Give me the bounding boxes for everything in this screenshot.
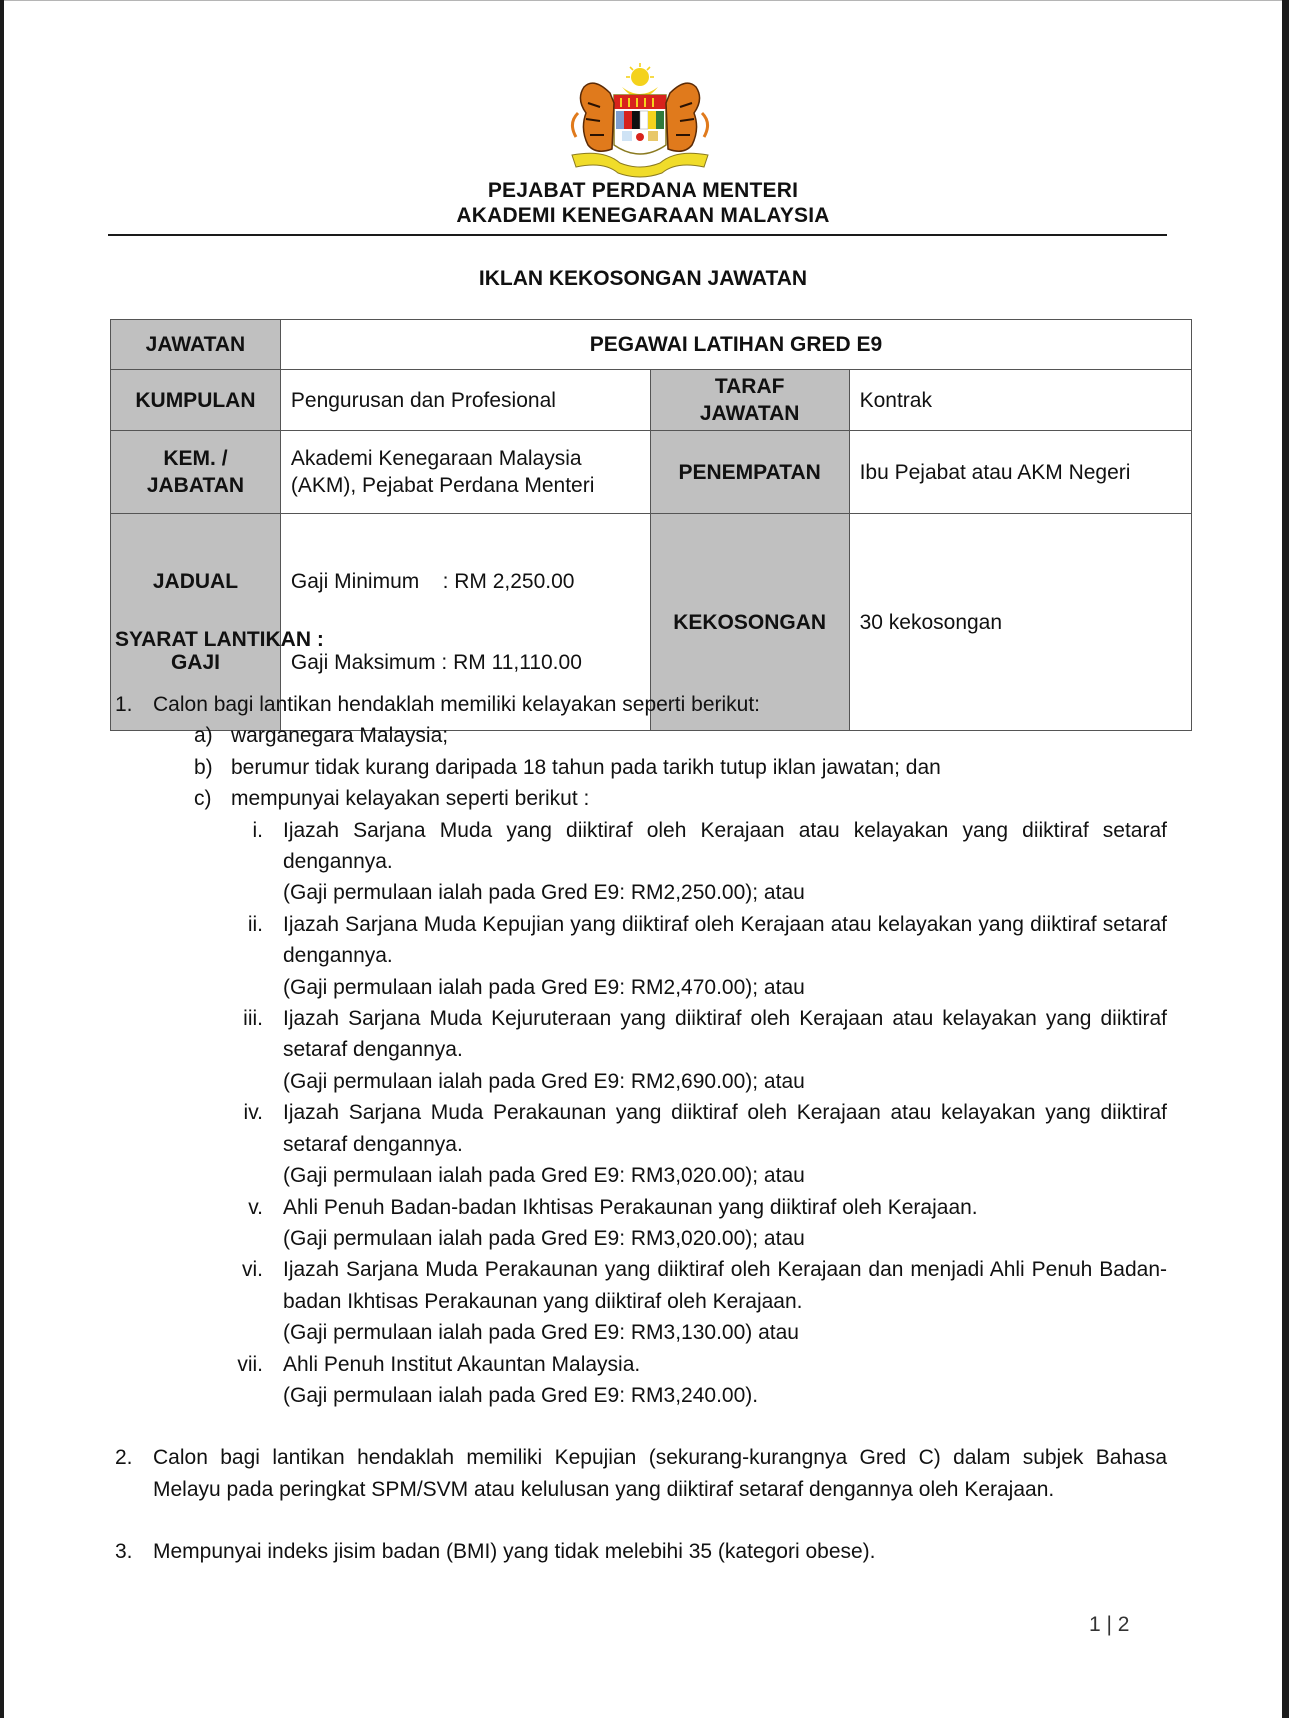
document-page (4, 0, 1282, 1718)
header-office-name: PEJABAT PERDANA MENTERI (487, 179, 799, 202)
value-jawatan: PEGAWAI LATIHAN GRED E9 (280, 320, 1191, 370)
qualification-text: Ijazah Sarjana Muda Perakaunan yang diiktiraf oleh Kerajaan dan menjadi Ahli Penuh Badan-badan Ikhtisas Perakaunan yang diiktiraf oleh Kerajaan. (283, 1258, 1167, 1313)
document-title: IKLAN KEKOSONGAN JAWATAN (478, 267, 808, 290)
qualification-mark: iii. (243, 1007, 263, 1031)
sub-item-text: berumur tidak kurang daripada 18 tahun pada tarikh tutup iklan jawatan; dan (231, 755, 941, 779)
sub-item-a (115, 720, 1167, 751)
sub-item-mark: b) (194, 755, 213, 779)
qualification-text: Ijazah Sarjana Muda Perakaunan yang diiktiraf oleh Kerajaan atau kelayakan yang diiktiraf setaraf dengannya. (283, 1101, 1167, 1156)
label-jadual-line1: JADUAL (152, 570, 239, 593)
qualification-text: Ijazah Sarjana Muda Kejuruteraan yang diiktiraf oleh Kerajaan atau kelayakan yang diiktiraf setaraf dengannya. (283, 1007, 1167, 1062)
label-jawatan: JAWATAN (111, 320, 281, 370)
label-penempatan: PENEMPATAN (650, 431, 849, 514)
label-kem-line2: JABATAN (146, 474, 245, 497)
qualification-mark: ii. (247, 912, 263, 936)
label-taraf-jawatan (650, 370, 849, 431)
value-taraf-jawatan: Kontrak (849, 370, 1191, 431)
header-divider (108, 234, 1167, 236)
qualification-vi (115, 1254, 1167, 1348)
value-kem-line2: (AKM), Pejabat Perdana Menteri (290, 474, 595, 497)
spacer (115, 1505, 1167, 1536)
qualification-text: Ahli Penuh Badan-badan Ikhtisas Perakaunan yang diiktiraf oleh Kerajaan. (283, 1195, 978, 1219)
item-number: 3. (115, 1540, 133, 1564)
label-kem-jabatan (111, 431, 281, 514)
salary-maximum: Gaji Maksimum : RM 11,110.00 (290, 651, 582, 674)
qualification-vii (115, 1349, 1167, 1412)
qualification-salary: (Gaji permulaan ialah pada Gred E9: RM3,020.00); atau (283, 1164, 805, 1188)
requirement-item-3 (115, 1536, 1167, 1567)
value-kem-line1: Akademi Kenegaraan Malaysia (290, 447, 582, 470)
label-kumpulan: KUMPULAN (111, 370, 281, 431)
vacancy-info-table (110, 319, 1192, 731)
value-kem-jabatan (280, 431, 650, 514)
row-kumpulan (111, 370, 1192, 431)
qualification-mark: vi. (242, 1258, 263, 1282)
qualification-salary: (Gaji permulaan ialah pada Gred E9: RM2,470.00); atau (283, 975, 805, 999)
qualification-salary: (Gaji permulaan ialah pada Gred E9: RM3,130.00) atau (283, 1321, 799, 1345)
qualification-mark: i. (252, 818, 263, 842)
requirement-item-1 (115, 689, 1167, 720)
qualification-salary: (Gaji permulaan ialah pada Gred E9: RM3,020.00); atau (283, 1226, 805, 1250)
sub-item-b (115, 752, 1167, 783)
section-heading-syarat: SYARAT LANTIKAN : (115, 628, 324, 651)
row-jawatan (111, 320, 1192, 370)
item-text: Calon bagi lantikan hendaklah memiliki kelayakan seperti berikut: (153, 693, 761, 716)
qualification-text: Ijazah Sarjana Muda Kepujian yang diiktiraf oleh Kerajaan atau kelayakan yang diiktiraf setaraf dengannya. (283, 912, 1167, 968)
qualification-mark: v. (248, 1195, 263, 1219)
qualification-v (115, 1192, 1167, 1255)
qualification-i (115, 815, 1167, 909)
sub-item-mark: a) (194, 724, 213, 748)
qualification-salary: (Gaji permulaan ialah pada Gred E9: RM3,240.00). (283, 1383, 759, 1407)
salary-minimum: Gaji Minimum : RM 2,250.00 (290, 570, 575, 593)
qualification-ii (115, 909, 1167, 1003)
qualification-iv (115, 1097, 1167, 1191)
requirements-list (115, 689, 1167, 1568)
item-number: 2. (115, 1446, 133, 1470)
qualification-salary: (Gaji permulaan ialah pada Gred E9: RM2,250.00); atau (283, 881, 805, 905)
malaysia-coat-of-arms-icon (564, 63, 716, 181)
requirement-item-2 (115, 1442, 1167, 1505)
sub-item-mark: c) (194, 787, 212, 811)
qualification-mark: iv. (243, 1101, 263, 1125)
value-kekosongan: 30 kekosongan (849, 514, 1191, 731)
label-taraf-line2: JAWATAN (699, 402, 800, 425)
qualification-text: Ahli Penuh Institut Akauntan Malaysia. (283, 1352, 641, 1376)
qualification-iii (115, 1003, 1167, 1097)
header-academy-name: AKADEMI KENEGARAAN MALAYSIA (456, 204, 830, 227)
label-kekosongan: KEKOSONGAN (650, 514, 849, 731)
sub-item-text: warganegara Malaysia; (231, 724, 449, 748)
qualification-mark: vii. (237, 1352, 263, 1376)
page-number: 1 | 2 (1089, 1613, 1130, 1636)
sub-item-c (115, 783, 1167, 814)
value-kumpulan: Pengurusan dan Profesional (280, 370, 650, 431)
label-kem-line1: KEM. / (163, 447, 228, 470)
label-taraf-line1: TARAF (714, 375, 785, 398)
value-penempatan: Ibu Pejabat atau AKM Negeri (849, 431, 1191, 514)
label-jadual-line2: GAJI (170, 651, 220, 674)
item-text: Calon bagi lantikan hendaklah memiliki Kepujian (sekurang-kurangnya Gred C) dalam subjek Bahasa Melayu pada peringkat SPM/SVM atau kelulusan yang diiktiraf setaraf dengannya oleh Kerajaan. (153, 1446, 1167, 1501)
sub-item-text: mempunyai kelayakan seperti berikut : (231, 787, 590, 811)
spacer (115, 1411, 1167, 1442)
item-text: Mempunyai indeks jisim badan (BMI) yang tidak melebihi 35 (kategori obese). (153, 1540, 876, 1564)
qualification-salary: (Gaji permulaan ialah pada Gred E9: RM2,690.00); atau (283, 1069, 805, 1093)
row-kem-jabatan (111, 431, 1192, 514)
qualification-text: Ijazah Sarjana Muda yang diiktiraf oleh Kerajaan atau kelayakan yang diiktiraf setaraf dengannya. (283, 818, 1167, 874)
item-number: 1. (115, 693, 133, 716)
